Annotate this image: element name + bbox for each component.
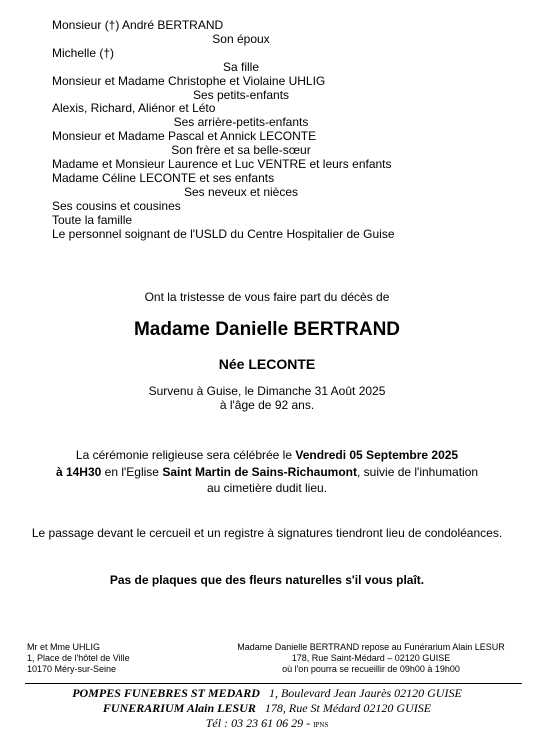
family-member: Le personnel soignant de l'USLD du Centre Hospitalier de Guise <box>52 226 395 241</box>
age-line: à l'âge de 92 ans. <box>219 398 315 412</box>
footer-line-1 <box>0 686 534 701</box>
footer-company: POMPES FUNEBRES ST MEDARD <box>72 686 260 700</box>
contact-right <box>226 642 516 675</box>
death-line: Survenu à Guise, le Dimanche 31 Août 2025 <box>148 384 386 398</box>
intro-line: Ont la tristesse de vous faire part du décès de <box>144 290 390 304</box>
ceremony-line-3: au cimetière dudit lieu. <box>206 481 328 495</box>
footer-address: 1, Boulevard Jean Jaurès 02120 GUISE <box>268 686 462 700</box>
contact-right-line: où l'on pourra se recueillir de 09h00 à 19h00 <box>282 664 460 674</box>
family-relation: Son frère et sa belle-sœur <box>171 143 311 158</box>
family-member: Toute la famille <box>52 212 133 227</box>
family-relation: Sa fille <box>222 59 260 74</box>
family-relation: Ses arrière-petits-enfants <box>173 115 309 130</box>
family-member: Madame et Monsieur Laurence et Luc VENTRE et leurs enfants <box>52 157 392 171</box>
family-member: Monsieur et Madame Christophe et Violaine UHLIG <box>52 73 326 88</box>
footer-phone: Tél : 03 23 61 06 29 - <box>205 716 311 730</box>
footer-line-3 <box>0 716 534 733</box>
ceremony-line-2 <box>0 465 534 479</box>
family-member: Monsieur (†) André BERTRAND <box>52 18 224 32</box>
footer-address: 178, Rue St Médard 02120 GUISE <box>264 701 432 715</box>
footer-line-2 <box>0 701 534 716</box>
family-relation: Son époux <box>212 31 270 46</box>
flowers-line: Pas de plaques que des fleurs naturelles s'il vous plaît. <box>109 573 425 587</box>
ceremony-line-1 <box>0 448 534 462</box>
footer-company: FUNERARIUM Alain LESUR <box>102 701 256 715</box>
family-member: Ses cousins et cousines <box>52 198 181 213</box>
ceremony-text: La cérémonie religieuse sera célébrée le <box>75 448 296 462</box>
ceremony-church: Saint Martin de Sains-Richaumont <box>162 465 358 479</box>
family-member: Alexis, Richard, Aliénor et Léto <box>52 101 216 116</box>
contact-left-line: 1, Place de l'hôtel de Ville <box>27 653 130 663</box>
family-relation: Ses neveux et nièces <box>183 184 299 199</box>
footer-divider <box>25 683 522 684</box>
contact-right-line: Madame Danielle BERTRAND repose au Funérarium Alain LESUR <box>237 642 505 652</box>
ceremony-text: en l'Eglise <box>101 465 163 479</box>
contact-left-line: Mr et Mme UHLIG <box>27 642 101 652</box>
maiden-name: Née LECONTE <box>218 356 316 372</box>
contact-left-line: 10170 Méry-sur-Seine <box>27 664 117 674</box>
family-relation: Ses petits-enfants <box>192 87 290 102</box>
condolences-line: Le passage devant le cercueil et un registre à signatures tiendront lieu de condoléances. <box>31 526 503 540</box>
ceremony-text: , suivie de l'inhumation <box>357 465 479 479</box>
ceremony-date: Vendredi 05 Septembre 2025 <box>295 448 459 462</box>
ceremony-time: à 14H30 <box>55 465 102 479</box>
deceased-name: Madame Danielle BERTRAND <box>133 319 401 340</box>
contact-right-line: 178, Rue Saint-Médard – 02120 GUISE <box>291 653 451 663</box>
family-member: Michelle (†) <box>52 45 115 60</box>
contact-left <box>27 642 130 675</box>
family-member: Madame Céline LECONTE et ses enfants <box>52 170 275 185</box>
footer-ipns: IPNS <box>313 721 329 729</box>
family-member: Monsieur et Madame Pascal et Annick LECONTE <box>52 129 317 144</box>
